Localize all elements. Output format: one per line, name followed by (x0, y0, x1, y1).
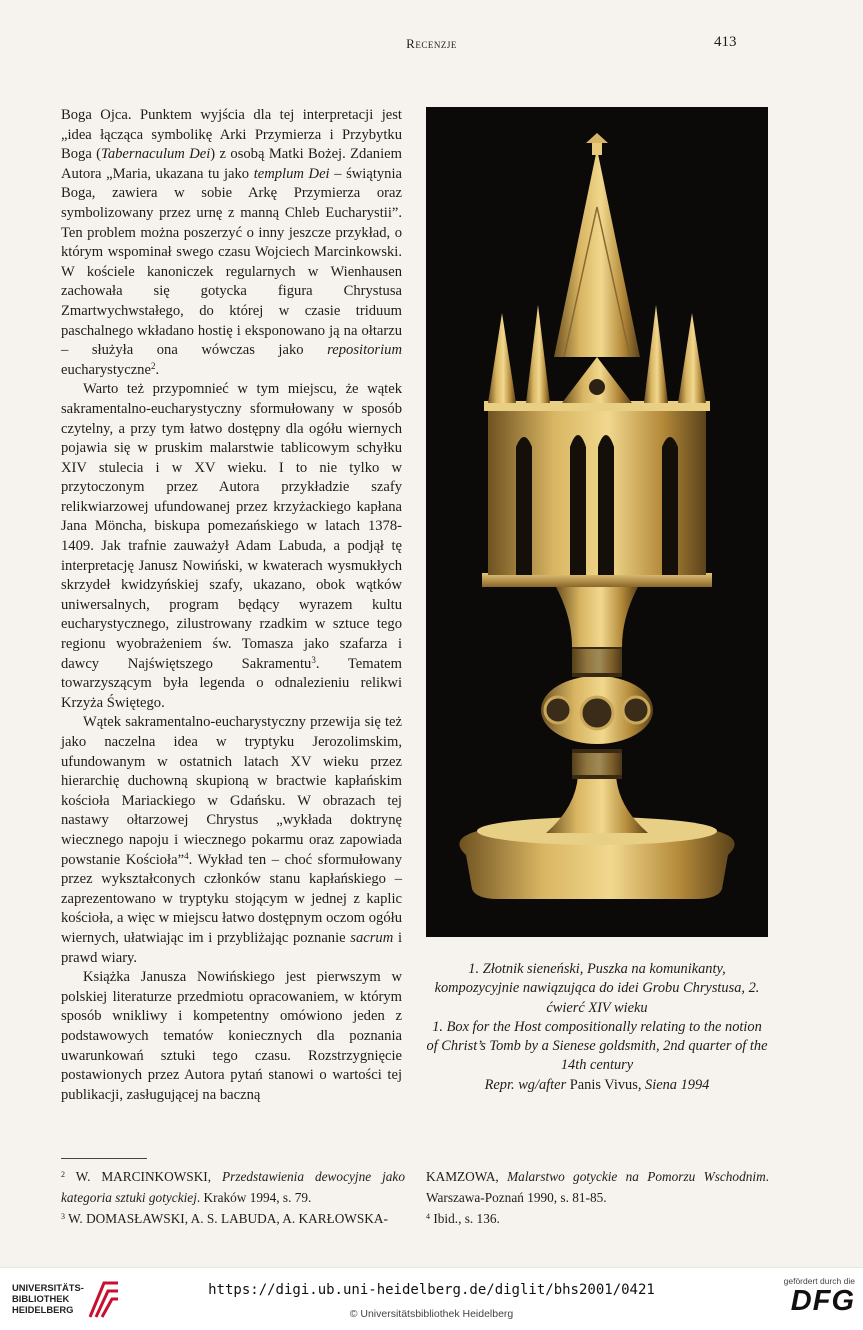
footnote-3: $^3$ W. DOMASŁAWSKI, A. S. LABUDA, A. KARŁOWSKA- (61, 1211, 388, 1226)
figure-caption (426, 960, 768, 1095)
dfg-funded-by: gefördert durch die (783, 1276, 855, 1286)
caption-english: 1. Box for the Host compositionally relating to the notion of Christ’s Tomb by a Sienese goldsmith, 2nd quarter of the 14th century (426, 1018, 768, 1074)
paragraph-3: Wątek sakramentalno-eucharystyczny przewija się też jako naczelna idea w tryptyku Jerozolimskim, ufundowanym w ostatnich latach XV wieku przez hierarchię duchowną skupioną w bractwie kapłańskim kościoła Mariackiego w Gdańsku. W obrazach tej nastawy ołtarzowej Chrystus „wykłada doktrynę wiecznego napoju i wiecznego pokarmu oraz zapowiada powstanie Kościoła”$^4$. Wykład ten – choć sformułowany przez wykształconych członków stanu kapłańskiego – zaprezentowano w tryptyku stojącym w jednej z kaplic kościoła, a więc w miejscu łatwo dostępnym oczom ogółu wiernych, ułatwiając im i przybliżając poznanie sacrum i prawd wiary. (61, 714, 402, 966)
footnote-4: $^4$ Ibid., s. 136. (426, 1211, 500, 1226)
running-head: Recenzje (406, 36, 457, 51)
footnotes-right (426, 1166, 769, 1229)
footnote-ref-2[interactable]: 2 (150, 360, 156, 371)
footnotes-left (61, 1166, 405, 1229)
document-url-link[interactable]: https://digi.ub.uni-heidelberg.de/diglit/bhs2001/0421 (208, 1282, 655, 1298)
page-number: 413 (714, 34, 737, 50)
caption-reproduction: Repr. wg/after Panis Vivus, Siena 1994 (484, 1076, 710, 1093)
caption-polish: 1. Złotnik sieneński, Puszka na komunikanty, kompozycyjnie nawiązująca do idei Grobu Chrystusa, 2. ćwierć XIV wieku (434, 961, 760, 1016)
footnote-ref-4[interactable]: 4 (184, 850, 189, 861)
paragraph-4: Książka Janusza Nowińskiego jest pierwszym w polskiej literaturze przedmiotu opracowaniem, w którym sposób wnikliwy i kompetentny omówiono jeden z podstawowych tematów koniecznych dla poznania uwarunkowań sztuki tego czasu. Rozstrzygnięcie postawionych przez Autora pytań stanowi o wartości tej publikacji, zasługującej na baczną (61, 969, 402, 1103)
footnote-ref-3[interactable]: 3 (311, 654, 316, 665)
paragraph-1: Boga Ojca. Punktem wyjścia dla tej interpretacji jest „idea łącząca symbolikę Arki Przymierza i Przybytku Boga (Tabernaculum Dei) z osobą Matki Bożej. Zdaniem Autora „Maria, ukazana tu jako templum Dei – świątynia Boga, zawiera w sobie Arkę Przymierza oraz symbolizowany przez urnę z manną Chleb Eucharystii”. Ten problem można poszerzyć o inny jeszcze przykład, o którym wspominał swego czasu Wojciech Marcinkowski. W kościele kanoniczek regularnych w Wienhausen zachowała się gotycka figura Chrystusa Zmartwychwstałego, do której w czasie triduum paschalnego wkładano hostię i eksponowano ją na ołtarzu – służyła ona wówczas jako repositorium eucharystyczne$^2$. (61, 107, 402, 378)
dfg-wordmark: DFG (790, 1285, 855, 1317)
footer-bar (0, 1267, 863, 1330)
dfg-logo[interactable] (763, 1276, 855, 1316)
main-text-column (61, 106, 402, 1105)
ciborium-illustration (426, 107, 768, 937)
footnote-separator (61, 1158, 147, 1159)
footnote-3-continued: KAMZOWA, Malarstwo gotyckie na Pomorzu Wschodnim. Warszawa-Poznań 1990, s. 81-85. (426, 1169, 769, 1205)
paragraph-2: Warto też przypomnieć w tym miejscu, że wątek sakramentalno-eucharystyczny sformułowany w sposób czytelny, a przy tym łatwo dostępny dla ogółu wiernych pojawia się w pruskim malarstwie tablicowym schyłku XIV stulecia i w XV wieku. I to nie tylko w przytoczonym przez Autora przykładzie szafy relikwiarzowej ufundowanej przez krzyżackiego kapłana Jana Möncha, biskupa pomezańskiego w latach 1378-1409. Jak trafnie zauważył Adam Labuda, a podjął tę interpretację Janusz Nowiński, w kwaterach wysmukłych skrzydeł kwidzyńskiej szafy, ukazano, obok wątków uniwersalnych, program będący wyrazem kultu eucharystycznego, zilustrowany rzadkim w sztuce tego regionu wyobrażeniem św. Tomasza jako szafarza i dawcy Najświętszego Sakramentu$^3$. Tematem towarzyszącym była legenda o odnalezieniu relikwi Krzyża Świętego. (61, 381, 402, 711)
copyright-notice: © Universitätsbibliothek Heidelberg (349, 1308, 514, 1320)
document-url[interactable] (0, 1282, 863, 1298)
figure-ciborium-photo (426, 107, 768, 937)
logo-text: UNIVERSITÄTS- BIBLIOTHEK HEIDELBERG (12, 1282, 84, 1315)
footnote-2: $^2$ W. MARCINKOWSKI, Przedstawienia dewocyjne jako kategoria sztuki gotyckiej. Kraków 1994, s. 79. (61, 1169, 405, 1205)
